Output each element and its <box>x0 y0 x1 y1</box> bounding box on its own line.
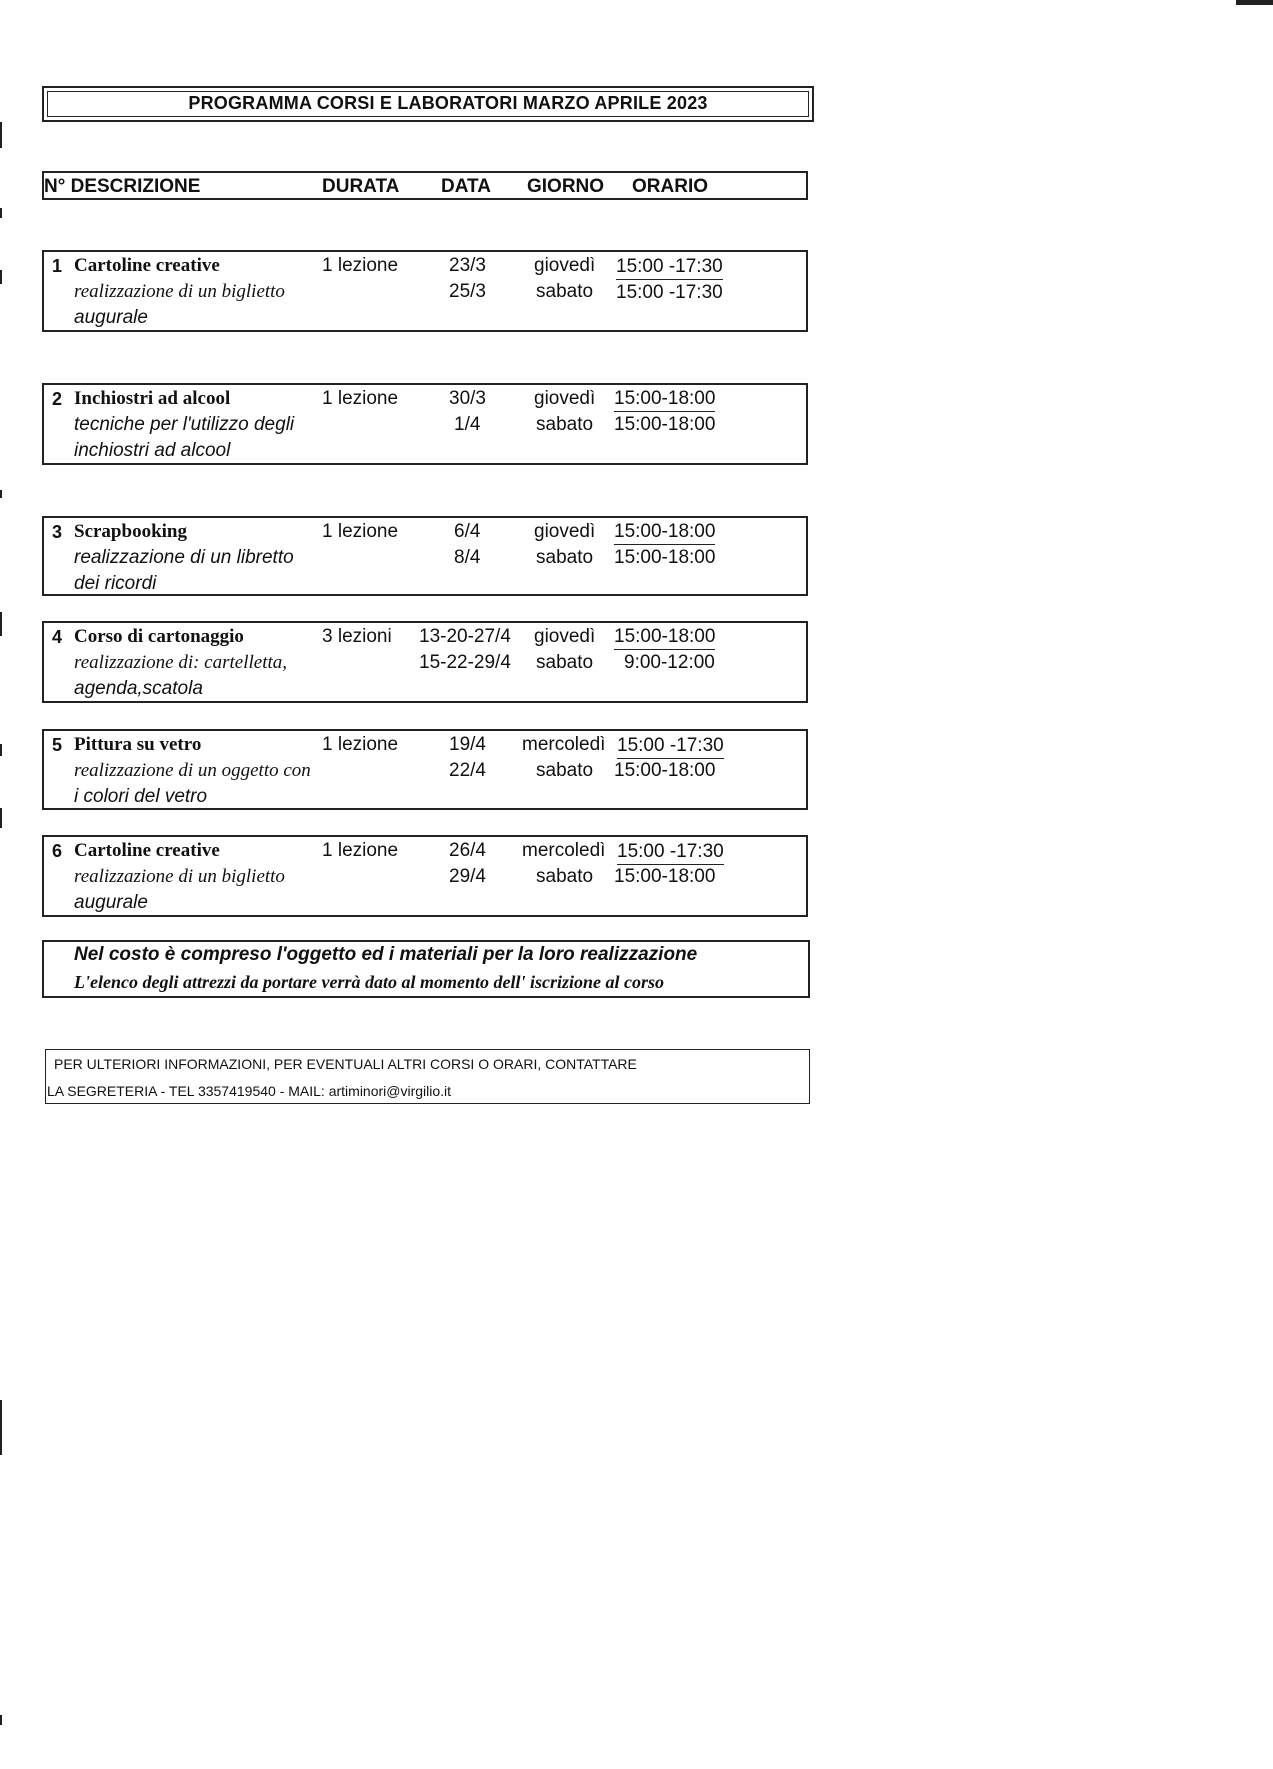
note-cost: Nel costo è compreso l'oggetto ed i materiali per la loro realizzazione <box>74 944 698 965</box>
header-giorno: GIORNO <box>527 176 605 197</box>
course-durata: 1 lezione <box>322 255 399 276</box>
scan-mark <box>0 490 2 498</box>
desc-line: inchiostri ad alcool <box>74 440 231 461</box>
course-box <box>42 250 808 332</box>
course-number: 1 <box>52 256 63 276</box>
course-name: Pittura su vetro <box>74 734 202 755</box>
header-orario: ORARIO <box>632 176 708 197</box>
scan-mark <box>0 270 2 284</box>
course-orario: 15:00-18:00 <box>614 388 715 412</box>
course-durata: 3 lezioni <box>322 626 392 647</box>
course-box <box>42 383 808 465</box>
course-name: Cartoline creative <box>74 255 220 276</box>
course-box <box>42 516 808 596</box>
scan-mark <box>0 122 2 148</box>
page-title: PROGRAMMA CORSI E LABORATORI MARZO APRILE 2023 <box>188 93 708 113</box>
course-data: 1/4 <box>454 414 481 435</box>
course-giorno: sabato <box>536 414 594 435</box>
course-box <box>42 835 808 917</box>
course-name: Corso di cartonaggio <box>74 626 244 647</box>
desc-line: tecniche per l'utilizzo degli <box>74 414 295 435</box>
info-contact: LA SEGRETERIA - TEL 3357419540 - MAIL: artiminori@virgilio.it <box>47 1083 452 1099</box>
course-data: 19/4 <box>449 734 486 755</box>
course-data: 15-22-29/4 <box>419 652 511 673</box>
course-number: 5 <box>52 735 63 755</box>
scan-mark <box>1236 0 1273 5</box>
desc-line: i colori del vetro <box>74 786 208 807</box>
course-durata: 1 lezione <box>322 388 399 409</box>
course-giorno: sabato <box>536 866 594 887</box>
course-durata: 1 lezione <box>322 734 399 755</box>
desc-line: agenda,scatola <box>74 678 203 699</box>
course-data: 6/4 <box>454 521 481 542</box>
header-data: DATA <box>441 176 491 197</box>
course-giorno: sabato <box>536 281 594 302</box>
course-orario: 15:00 -17:30 <box>616 256 723 280</box>
course-number: 2 <box>52 389 63 409</box>
course-giorno: giovedì <box>534 626 596 647</box>
course-giorno: mercoledì <box>522 840 606 861</box>
course-orario: 15:00-18:00 <box>614 626 715 650</box>
course-giorno: giovedì <box>534 521 596 542</box>
header-durata: DURATA <box>322 176 400 197</box>
course-box <box>42 729 808 810</box>
course-name: Inchiostri ad alcool <box>74 388 231 409</box>
course-orario: 15:00 -17:30 <box>617 841 724 865</box>
course-data: 22/4 <box>449 760 486 781</box>
note-box <box>42 940 810 998</box>
course-orario: 15:00 -17:30 <box>617 735 724 759</box>
course-number: 3 <box>52 522 63 542</box>
course-number: 6 <box>52 841 63 861</box>
title-frame <box>42 86 814 122</box>
scan-mark <box>0 208 2 218</box>
scan-mark <box>0 612 2 636</box>
course-description <box>74 412 334 464</box>
course-data: 8/4 <box>454 547 481 568</box>
desc-line: augurale <box>74 307 148 328</box>
desc-line: realizzazione di: cartelletta, <box>74 652 288 673</box>
course-data: 29/4 <box>449 866 486 887</box>
course-description <box>74 650 334 702</box>
course-orario: 9:00-12:00 <box>624 652 715 673</box>
info-box <box>45 1049 810 1104</box>
course-data: 25/3 <box>449 281 486 302</box>
course-orario: 15:00 -17:30 <box>616 282 723 303</box>
course-description <box>74 758 344 810</box>
table-header <box>42 171 808 200</box>
course-name: Scrapbooking <box>74 521 187 542</box>
desc-line: realizzazione di un libretto <box>74 547 294 568</box>
desc-line: realizzazione di un oggetto con <box>74 760 311 781</box>
course-data: 26/4 <box>449 840 486 861</box>
course-description <box>74 545 334 597</box>
course-orario: 15:00-18:00 <box>614 547 716 568</box>
course-name: Cartoline creative <box>74 840 220 861</box>
info-line: PER ULTERIORI INFORMAZIONI, PER EVENTUALI ALTRI CORSI O ORARI, CONTATTARE <box>54 1056 637 1072</box>
desc-line: realizzazione di un biglietto <box>74 866 285 887</box>
scan-mark <box>0 744 2 756</box>
course-number: 4 <box>52 627 63 647</box>
desc-line: augurale <box>74 892 148 913</box>
course-description <box>74 279 334 331</box>
course-giorno: giovedì <box>534 388 596 409</box>
note-tools: L'elenco degli attrezzi da portare verrà dato al momento dell' iscrizione al corso <box>74 972 664 992</box>
scan-mark <box>0 1715 2 1725</box>
header-num-desc: N° DESCRIZIONE <box>44 176 201 197</box>
course-giorno: giovedì <box>534 255 596 276</box>
course-orario: 15:00-18:00 <box>614 521 715 545</box>
course-giorno: sabato <box>536 652 594 673</box>
scan-mark <box>0 1400 2 1455</box>
course-data: 23/3 <box>449 255 486 276</box>
course-orario: 15:00-18:00 <box>614 866 716 887</box>
course-description <box>74 864 334 916</box>
desc-line: realizzazione di un biglietto <box>74 281 285 302</box>
course-durata: 1 lezione <box>322 521 399 542</box>
course-data: 30/3 <box>449 388 486 409</box>
scan-mark <box>0 808 2 828</box>
course-orario: 15:00-18:00 <box>614 760 716 781</box>
course-durata: 1 lezione <box>322 840 399 861</box>
course-giorno: sabato <box>536 547 594 568</box>
course-giorno: sabato <box>536 760 594 781</box>
course-data: 13-20-27/4 <box>419 626 511 647</box>
course-giorno: mercoledì <box>522 734 606 755</box>
course-box <box>42 621 808 703</box>
desc-line: dei ricordi <box>74 573 157 594</box>
course-orario: 15:00-18:00 <box>614 414 716 435</box>
